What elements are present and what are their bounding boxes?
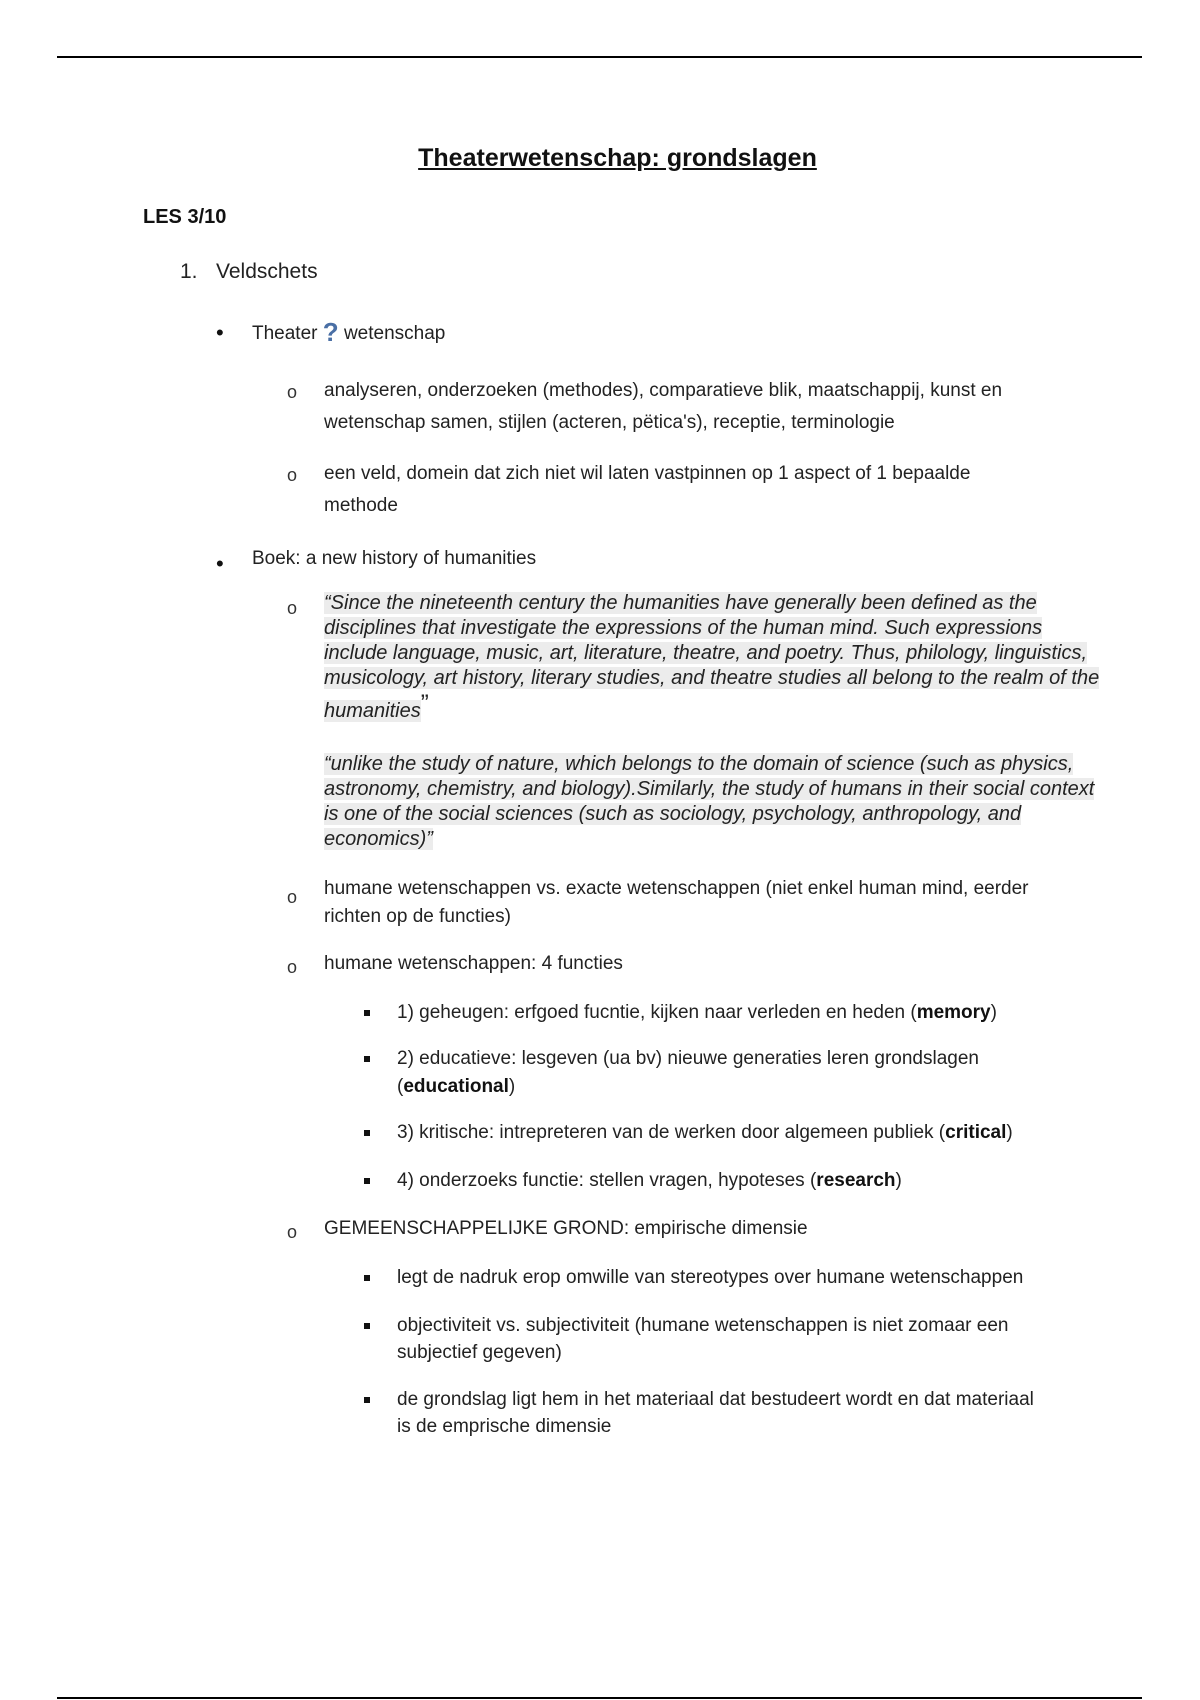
quote-humanities-text: “Since the nineteenth century the humanities have generally been defined as the disciplines that investigate the expressions of the human mind. Such expressions include language, music, art, literature, theatre, and poetry. Thus, philology, linguistics, musicology, art history, literary studies, and theatre studies all belong to the realm of the humanities — [324, 592, 1100, 722]
quote-nature — [324, 752, 1104, 852]
sub-item-functies: humane wetenschappen: 4 functies — [324, 953, 623, 974]
circle-bullet-icon: o — [287, 598, 298, 618]
ground-objectiviteit-l2: subjectief gegeven) — [397, 1342, 562, 1363]
function-critical-bold: critical — [945, 1122, 1007, 1143]
bullet-icon: • — [216, 551, 224, 576]
quote-humanities — [324, 591, 1104, 724]
ground-stereotypes: legt de nadruk erop omwille van stereotypes over humane wetenschappen — [397, 1267, 1024, 1288]
function-research-text: 4) onderzoeks functie: stellen vragen, hypoteses ( — [397, 1170, 817, 1191]
square-bullet-icon — [364, 1275, 370, 1281]
theater-prefix: Theater — [252, 323, 318, 344]
sub-item-analyseren-l1: analyseren, onderzoeken (methodes), comparatieve blik, maatschappij, kunst en — [324, 380, 1003, 401]
section-title: Veldschets — [216, 260, 318, 283]
bottom-rule — [57, 1697, 1142, 1699]
square-bullet-icon — [364, 1056, 370, 1062]
function-critical — [397, 1119, 1013, 1146]
circle-bullet-icon: o — [287, 957, 298, 977]
function-educational-bold: educational — [403, 1076, 509, 1097]
function-educational-close: ) — [508, 1076, 516, 1097]
square-bullet-icon — [364, 1178, 370, 1184]
sub-item-analyseren-l2: wetenschap samen, stijlen (acteren, pëtica's), receptie, terminologie — [324, 412, 895, 433]
sub-item-humane-exacte-l2: richten op de functies) — [324, 906, 511, 927]
square-bullet-icon — [364, 1397, 370, 1403]
function-research-bold: research — [816, 1170, 896, 1191]
function-educational-l2 — [397, 1073, 515, 1100]
function-educational-open: ( — [397, 1076, 404, 1097]
function-research — [397, 1167, 902, 1194]
question-mark-icon: ? — [322, 317, 339, 347]
function-research-close: ) — [895, 1170, 902, 1191]
top-rule — [57, 56, 1142, 58]
square-bullet-icon — [364, 1010, 370, 1016]
list-item-boek: Boek: a new history of humanities — [252, 548, 537, 569]
function-memory-close: ) — [990, 1002, 997, 1023]
list-item-theater — [252, 316, 445, 350]
section-number: 1. — [180, 260, 198, 283]
quote-nature-text: “unlike the study of nature, which belongs to the domain of science (such as physics, astronomy, chemistry, and biology).Similarly, the study of humans in their social context is one of the social sciences (such as sociology, psychology, anthropology, and economics)” — [324, 753, 1095, 850]
quote-close-mark: ” — [420, 690, 429, 717]
circle-bullet-icon: o — [287, 1222, 298, 1242]
circle-bullet-icon: o — [287, 887, 298, 907]
function-memory — [397, 999, 997, 1026]
square-bullet-icon — [364, 1130, 370, 1136]
theater-suffix: wetenschap — [343, 323, 446, 344]
ground-grondslag-l2: is de emprische dimensie — [397, 1416, 612, 1437]
sub-item-veld-l2: methode — [324, 495, 398, 516]
sub-item-veld-l1: een veld, domein dat zich niet wil laten vastpinnen op 1 aspect of 1 bepaalde — [324, 463, 971, 484]
circle-bullet-icon: o — [287, 382, 298, 402]
ground-objectiviteit-l1: objectiviteit vs. subjectiviteit (humane wetenschappen is niet zomaar een — [397, 1315, 1009, 1336]
sub-item-gemeenschappelijke-grond: GEMEENSCHAPPELIJKE GROND: empirische dimensie — [324, 1218, 808, 1239]
lesson-label: LES 3/10 — [143, 206, 227, 228]
bullet-icon: • — [216, 320, 224, 345]
page-title: Theaterwetenschap: grondslagen — [418, 144, 817, 172]
function-critical-text: 3) kritische: intrepreteren van de werken door algemeen publiek ( — [397, 1122, 946, 1143]
square-bullet-icon — [364, 1323, 370, 1329]
function-critical-close: ) — [1006, 1122, 1013, 1143]
function-memory-text: 1) geheugen: erfgoed fucntie, kijken naar verleden en heden ( — [397, 1002, 917, 1023]
ground-grondslag-l1: de grondslag ligt hem in het materiaal dat bestudeert wordt en dat materiaal — [397, 1389, 1034, 1410]
sub-item-humane-exacte-l1: humane wetenschappen vs. exacte wetenschappen (niet enkel human mind, eerder — [324, 878, 1029, 899]
function-memory-bold: memory — [916, 1002, 991, 1023]
circle-bullet-icon: o — [287, 465, 298, 485]
function-educational-l1: 2) educatieve: lesgeven (ua bv) nieuwe generaties leren grondslagen — [397, 1048, 979, 1069]
